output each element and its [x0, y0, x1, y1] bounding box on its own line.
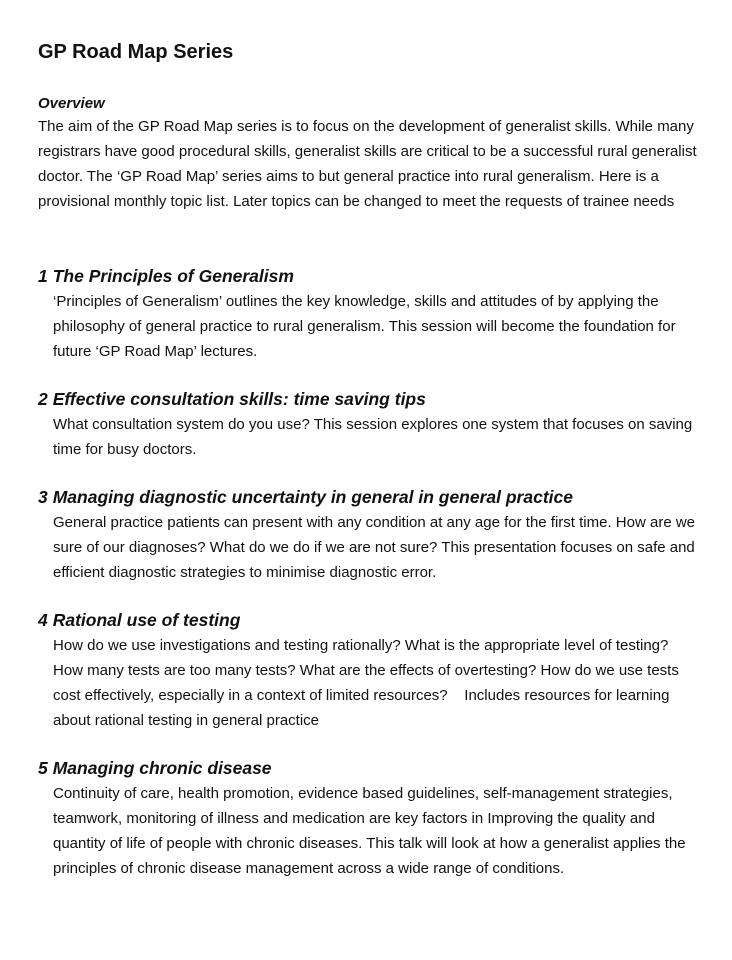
topic-item [38, 387, 708, 462]
topic-heading [38, 387, 708, 412]
topic-number: 1 [38, 266, 48, 286]
overview-heading: Overview [38, 95, 105, 112]
topic-item [38, 264, 708, 364]
topic-heading [38, 264, 708, 289]
topic-heading [38, 608, 708, 633]
topic-description: What consultation system do you use? This session explores one system that focuses on saving time for busy doctors. [53, 416, 693, 458]
topic-description: ‘Principles of Generalism’ outlines the key knowledge, skills and attitudes of by applying the philosophy of general practice to rural generalism. This session will become the foundation for future ‘GP Road Map’ lectures. [53, 293, 676, 360]
topic-heading [38, 756, 708, 781]
topic-item [38, 756, 708, 881]
topic-description: Continuity of care, health promotion, evidence based guidelines, self-management strategies, teamwork, monitoring of illness and medication are key factors in Improving the quality and quantity of life of people with chronic diseases. This talk will look at how a generalist applies the principles of chronic disease management across a wide range of conditions. [53, 785, 686, 877]
topic-title: Rational use of testing [52, 610, 241, 630]
topic-title: Managing chronic disease [52, 758, 272, 778]
topic-description: How do we use investigations and testing rationally? What is the appropriate level of testing? How many tests are too many tests? What are the effects of overtesting? How do we use tests cost effectively, especially in a context of limited resources? Includes resources for learning about rational testing in general practice [53, 637, 679, 729]
overview-section [38, 94, 708, 214]
topic-item [38, 608, 708, 733]
topic-number: 4 [38, 610, 48, 630]
topic-list [38, 264, 708, 881]
document-page [38, 40, 708, 904]
topic-title: Effective consultation skills: time saving tips [52, 389, 426, 409]
topic-number: 3 [38, 487, 48, 507]
topic-number: 5 [38, 758, 48, 778]
topic-heading [38, 485, 708, 510]
topic-item [38, 485, 708, 585]
document-title: GP Road Map Series [38, 41, 234, 63]
topic-description: General practice patients can present with any condition at any age for the first time. How are we sure of our diagnoses? What do we do if we are not sure? This presentation focuses on safe and efficient diagnostic strategies to minimise diagnostic error. [53, 514, 695, 581]
overview-text: The aim of the GP Road Map series is to focus on the development of generalist skills. While many registrars have good procedural skills, generalist skills are critical to be a successful rural generalist doctor. The ‘GP Road Map’ series aims to but general practice into rural generalism. Here is a provisional monthly topic list. Later topics can be changed to meet the requests of trainee needs [38, 118, 697, 210]
topic-title: The Principles of Generalism [52, 266, 294, 286]
topic-number: 2 [38, 389, 48, 409]
topic-title: Managing diagnostic uncertainty in general in general practice [52, 487, 573, 507]
